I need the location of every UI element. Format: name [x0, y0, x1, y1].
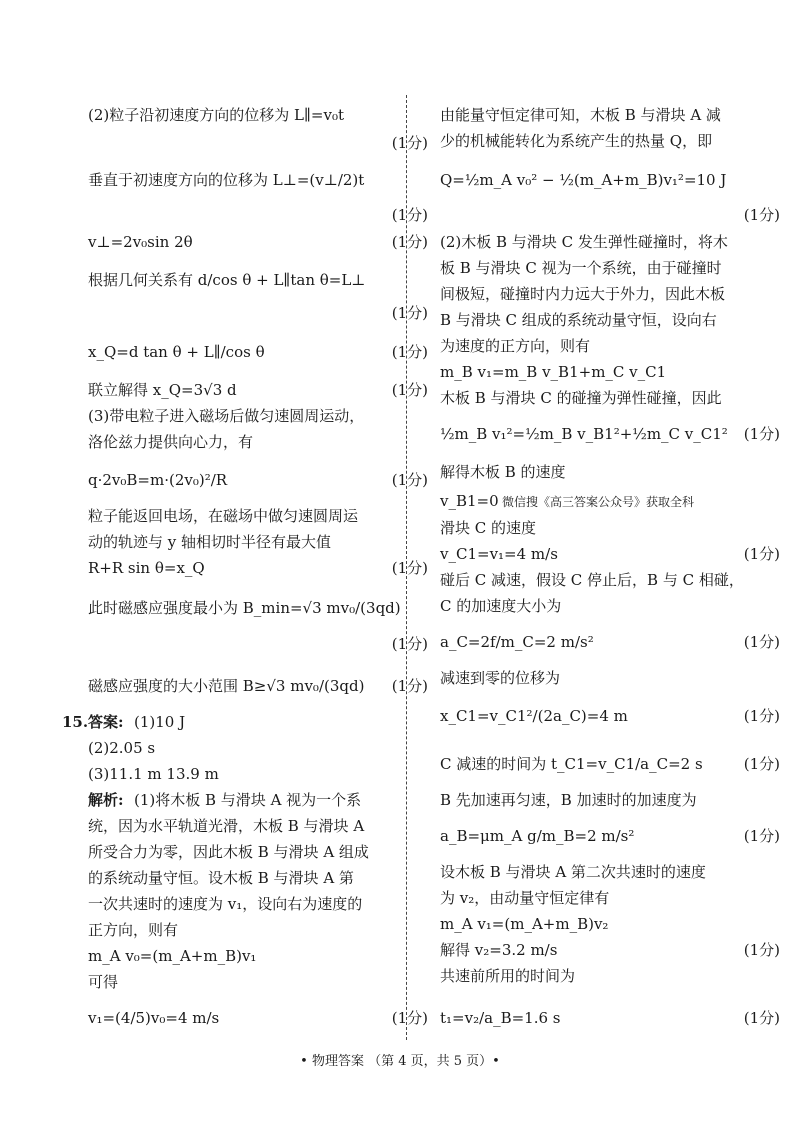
text-line: 共速前所用的时间为: [440, 967, 576, 985]
text-line: 此时磁感应强度最小为 B_min=√3 mv₀/(3qd): [88, 599, 401, 617]
analysis-line: 统，因为水平轨道光滑，木板 B 与滑块 A: [88, 817, 365, 835]
text-line: 设木板 B 与滑块 A 第二次共速时的速度: [440, 863, 706, 881]
score: (1分): [743, 1009, 780, 1027]
text-line: 为速度的正方向，则有: [440, 337, 591, 355]
watermark-text: 微信搜《高三答案公众号》获取全科: [502, 495, 695, 509]
page-footer: • 物理答案 （第 4 页，共 5 页）•: [300, 1054, 500, 1069]
score: (1分): [391, 304, 428, 322]
answer-line: (3)11.1 m 13.9 m: [88, 765, 219, 783]
text-line: Q=½m_A v₀² − ½(m_A+m_B)v₁²=10 J: [440, 171, 727, 189]
score: (1分): [391, 381, 428, 399]
score: (1分): [391, 134, 428, 152]
score: (1分): [391, 206, 428, 224]
text-line: 磁感应强度的大小范围 B≥√3 mv₀/(3qd): [88, 677, 365, 695]
score: (1分): [391, 233, 428, 251]
text-line: 粒子能返回电场，在磁场中做匀速圆周运: [88, 507, 359, 525]
score: (1分): [743, 425, 780, 443]
score: (1分): [391, 635, 428, 653]
text-line: 间极短，碰撞时内力远大于外力，因此木板: [440, 285, 726, 303]
text-line: B 先加速再匀速，B 加速时的加速度为: [440, 791, 697, 809]
text-line: 为 v₂，由动量守恒定律有: [440, 889, 610, 907]
text-line: (2)粒子沿初速度方向的位移为 L∥=v₀t: [88, 106, 344, 124]
text-line: ½m_B v₁²=½m_B v_B1²+½m_C v_C1²: [440, 425, 728, 443]
analysis-line: 的系统动量守恒。设木板 B 与滑块 A 第: [88, 869, 354, 887]
right-column: [440, 0, 780, 1060]
analysis-line: 所受合力为零，因此木板 B 与滑块 A 组成: [88, 843, 369, 861]
analysis-line: 一次共速时的速度为 v₁，设向右为速度的: [88, 895, 363, 913]
text-line: 根据几何关系有 d/cos θ + L∥tan θ=L⊥: [88, 271, 366, 289]
text-line: a_B=μm_A g/m_B=2 m/s²: [440, 827, 635, 845]
answer-line: (2)2.05 s: [88, 739, 156, 757]
analysis-line: 可得: [88, 973, 119, 991]
answer-label: 答案:: [88, 713, 124, 731]
score: (1分): [743, 755, 780, 773]
text-line: x_C1=v_C1²/(2a_C)=4 m: [440, 707, 628, 725]
text-line: 板 B 与滑块 C 视为一个系统，由于碰撞时: [440, 259, 722, 277]
text-line: m_B v₁=m_B v_B1+m_C v_C1: [440, 363, 667, 381]
analysis-line: v₁=(4/5)v₀=4 m/s: [88, 1009, 220, 1027]
score: (1分): [391, 343, 428, 361]
text-line: 洛伦兹力提供向心力，有: [88, 433, 254, 451]
text-line: 联立解得 x_Q=3√3 d: [88, 381, 237, 399]
text-line: q·2v₀B=m·(2v₀)²/R: [88, 471, 228, 489]
analysis-line: 正方向，则有: [88, 921, 179, 939]
question-number: 15.: [62, 713, 89, 731]
analysis-label: 解析:: [88, 791, 124, 809]
text-line: 解得 v₂=3.2 m/s: [440, 941, 558, 959]
text-line: (2)木板 B 与滑块 C 发生弹性碰撞时，将木: [440, 233, 728, 251]
score: (1分): [743, 707, 780, 725]
score: (1分): [743, 941, 780, 959]
analysis-line: (1)将木板 B 与滑块 A 视为一个系: [134, 791, 362, 809]
analysis-line: m_A v₀=(m_A+m_B)v₁: [88, 947, 257, 965]
text-line: B 与滑块 C 组成的系统动量守恒，设向右: [440, 311, 717, 329]
text-line: v_C1=v₁=4 m/s: [440, 545, 558, 563]
text-line: R+R sin θ=x_Q: [88, 559, 205, 577]
text-line: x_Q=d tan θ + L∥/cos θ: [88, 343, 265, 361]
text-line: 减速到零的位移为: [440, 669, 561, 687]
score: (1分): [743, 827, 780, 845]
text-line: 动的轨迹与 y 轴相切时半径有最大值: [88, 533, 332, 551]
answer-line: (1)10 J: [134, 713, 186, 731]
text-line: C 减速的时间为 t_C1=v_C1/a_C=2 s: [440, 755, 703, 773]
text-line: (3)带电粒子进入磁场后做匀速圆周运动，: [88, 407, 365, 425]
score: (1分): [743, 206, 780, 224]
text-line: m_A v₁=(m_A+m_B)v₂: [440, 915, 609, 933]
text-line: 垂直于初速度方向的位移为 L⊥=(v⊥/2)t: [88, 171, 365, 189]
text-line: 解得木板 B 的速度: [440, 463, 566, 481]
text-line: t₁=v₂/a_B=1.6 s: [440, 1009, 561, 1027]
score: (1分): [391, 559, 428, 577]
text-line: 少的机械能转化为系统产生的热量 Q，即: [440, 132, 713, 150]
score: (1分): [391, 677, 428, 695]
text-line: v⊥=2v₀sin 2θ: [88, 233, 193, 251]
score: (1分): [743, 633, 780, 651]
text-line: C 的加速度大小为: [440, 597, 562, 615]
text-line: 滑块 C 的速度: [440, 519, 537, 537]
text-line: a_C=2f/m_C=2 m/s²: [440, 633, 594, 651]
text-line: 由能量守恒定律可知，木板 B 与滑块 A 减: [440, 106, 721, 124]
score: (1分): [743, 545, 780, 563]
left-column: [62, 0, 428, 1060]
score: (1分): [391, 1009, 428, 1027]
text-line: 碰后 C 减速，假设 C 停止后，B 与 C 相碰，: [440, 571, 744, 589]
text-line: 木板 B 与滑块 C 的碰撞为弹性碰撞，因此: [440, 389, 722, 407]
score: (1分): [391, 471, 428, 489]
text-line: v_B1=0: [440, 492, 499, 510]
